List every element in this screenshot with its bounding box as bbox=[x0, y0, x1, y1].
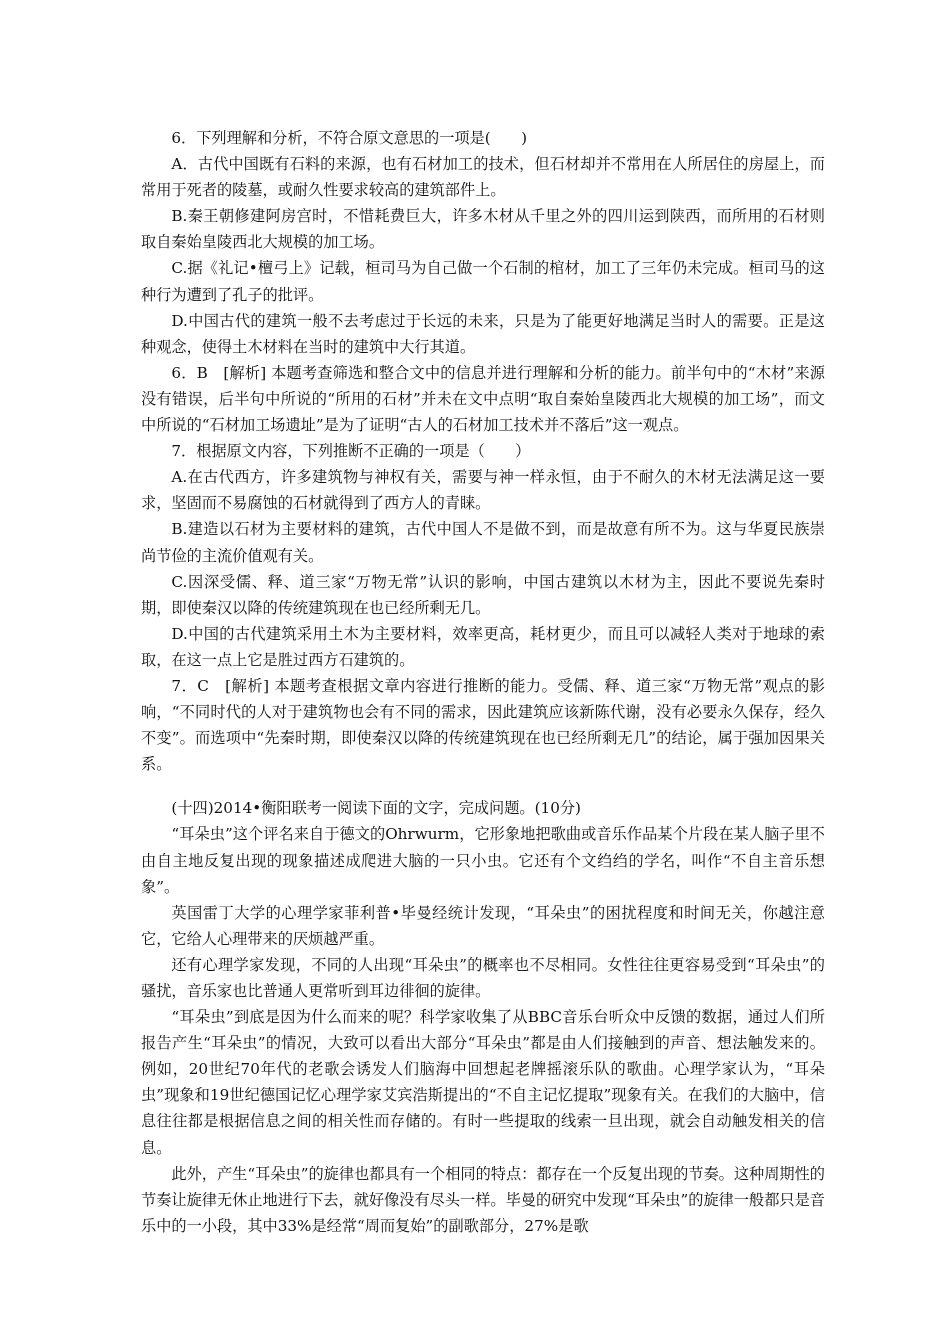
question-6-option-d: D.中国古代的建筑一般不去考虑过于长远的未来，只是为了能更好地满足当时人的需要。正是这种观念，使得土木材料在当时的建筑中大行其道。 bbox=[141, 311, 825, 356]
question-6-option-a: A．古代中国既有石料的来源，也有石材加工的技术，但石材却并不常用在人所居住的房屋上，而常用于死者的陵墓，或耐久性要求较高的建筑部件上。 bbox=[141, 155, 825, 200]
question-6-option-b: B.秦王朝修建阿房宫时，不惜耗费巨大，许多木材从千里之外的四川运到陕西，而所用的石材则取自秦始皇陵西北大规模的加工场。 bbox=[141, 207, 825, 252]
question-7-option-c: C.因深受儒、释、道三家“万物无常”认识的影响，中国古建筑以木材为主，因此不要说先秦时期，即使秦汉以降的传统建筑现在也已经所剩无几。 bbox=[141, 572, 825, 617]
passage-paragraph: “耳朵虫”到底是因为什么而来的呢？科学家收集了从BBC音乐台听众中反馈的数据，通过人们所报告产生“耳朵虫”的情况，大致可以看出大部分“耳朵虫”都是由人们接触到的声音、想法触发来的。例如，20世纪70年代的老歌会诱发人们脑海中回想起老牌摇滚乐队的歌曲。心理学家认为，“耳朵虫”现象和19世纪德国记忆心理学家艾宾浩斯提出的“不自主记忆提取”现象有关。在我们的大脑中，信息往往都是根据信息之间的相关性而存储的。有时一些提取的线索一旦出现，就会自动触发相关的信息。 bbox=[141, 1008, 825, 1157]
document-page bbox=[141, 125, 825, 1239]
question-7-analysis: 7．C [解析] 本题考查根据文章内容进行推断的能力。受儒、释、道三家“万物无常”观点的影响，“不同时代的人对于建筑物也会有不同的需求，因此建筑应该新陈代谢，没有必要永久保存，经久不变”。而选项中“先秦时期，即使秦汉以降的传统建筑现在也已经所剩无几”的结论，属于强加因果关系。 bbox=[141, 676, 825, 774]
passage-paragraph: 此外，产生“耳朵虫”的旋律也都具有一个相同的特点：都存在一个反复出现的节奏。这种周期性的节奏让旋律无休止地进行下去，就好像没有尽头一样。毕曼的研究中发现“耳朵虫”的旋律一般都只是音乐中的一小段，其中33%是经常“周而复始”的副歌部分，27%是歌 bbox=[141, 1164, 825, 1235]
question-7-option-d: D.中国的古代建筑采用土木为主要材料，效率更高，耗材更少，而且可以减轻人类对于地球的索取，在这一点上它是胜过西方石建筑的。 bbox=[141, 624, 825, 669]
question-6-stem: 6．下列理解和分析，不符合原文意思的一项是( ) bbox=[171, 129, 528, 147]
passage-paragraph: 还有心理学家发现，不同的人出现“耳朵虫”的概率也不尽相同。女性往往更容易受到“耳朵虫”的骚扰，音乐家也比普通人更常听到耳边徘徊的旋律。 bbox=[141, 955, 825, 1000]
question-7-stem: 7．根据原文内容，下列推断不正确的一项是（ ） bbox=[171, 442, 531, 461]
question-6-analysis: 6．B [解析] 本题考查筛选和整合文中的信息并进行理解和分析的能力。前半句中的“木材”来源没有错误，后半句中所说的“所用的石材”并未在文中点明“取自秦始皇陵西北大规模的加工场”，而文中所说的“石材加工场遗址”是为了证明“古人的石材加工技术并不落后”这一观点。 bbox=[141, 363, 825, 435]
section-gap bbox=[141, 777, 825, 795]
passage-paragraph: 英国雷丁大学的心理学家菲利普•毕曼经统计发现，“耳朵虫”的困扰程度和时间无关，你越注意它，它给人心理带来的厌烦越严重。 bbox=[141, 903, 825, 948]
section-14-heading: (十四)2014•衡阳联考一阅读下面的文字，完成问题。(10分) bbox=[171, 799, 581, 818]
question-7-option-a: A.在古代西方，许多建筑物与神权有关，需要与神一样永恒，由于不耐久的木材无法满足这一要求，坚固而不易腐蚀的石材就得到了西方人的青睐。 bbox=[141, 468, 825, 513]
passage-paragraph: “耳朵虫”这个评名来自于德文的Ohrwurm，它形象地把歌曲或音乐作品某个片段在某人脑子里不由自主地反复出现的现象描述成爬进大脑的一只小虫。它还有个文绉绉的学名，叫作“不自主音乐想象”。 bbox=[141, 825, 825, 896]
question-7-option-b: B.建造以石材为主要材料的建筑，古代中国人不是做不到，而是故意有所不为。这与华夏民族崇尚节俭的主流价值观有关。 bbox=[141, 520, 825, 565]
question-6-option-c: C.据《礼记•檀弓上》记载，桓司马为自己做一个石制的棺材，加工了三年仍未完成。桓司马的这种行为遭到了孔子的批评。 bbox=[141, 259, 825, 304]
